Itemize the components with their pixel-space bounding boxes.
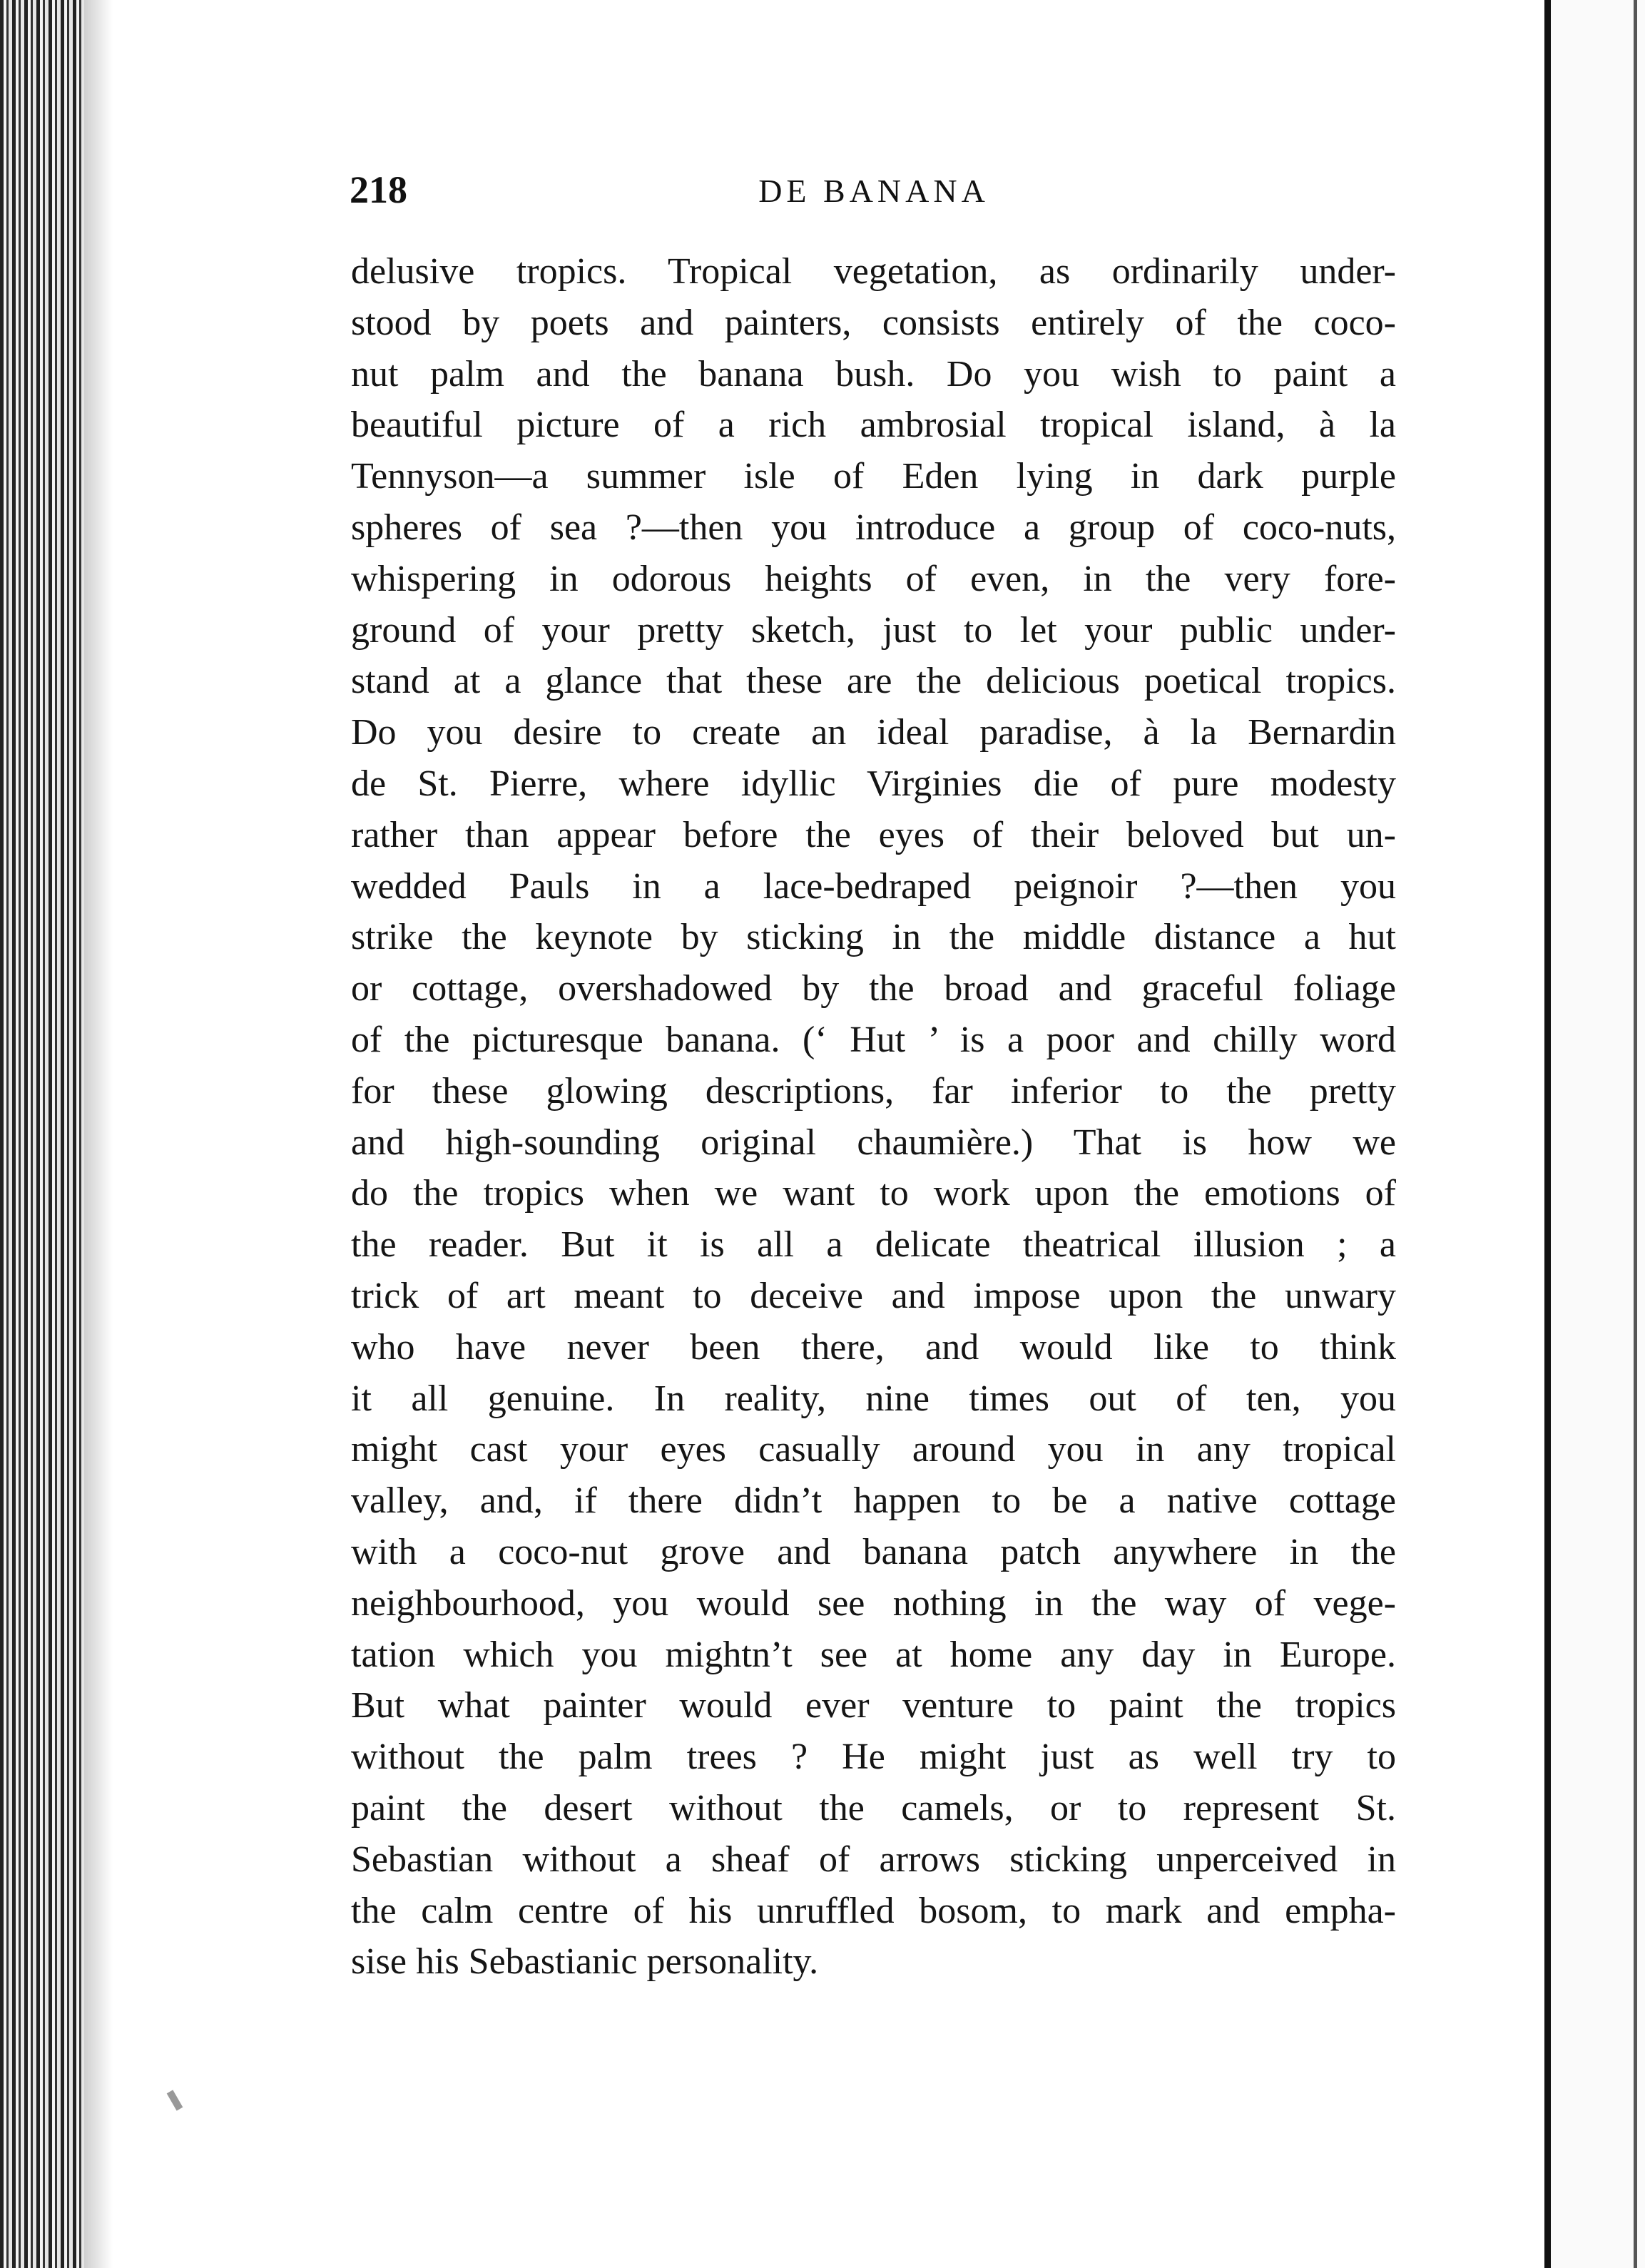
text-line: de St. Pierre, where idyllic Virginies die of pure modesty — [351, 763, 1396, 804]
text-line: beautiful picture of a rich ambrosial tropical island, à la — [351, 405, 1396, 446]
scan-speck — [167, 2090, 183, 2110]
text-line: for these glowing descriptions, far inferior to the pretty — [351, 1070, 1396, 1112]
text-line: trick of art meant to deceive and impose upon the unwary — [351, 1275, 1396, 1316]
text-line: without the palm trees ? He might just as well try to — [351, 1736, 1396, 1778]
text-line: of the picturesque banana. (‘ Hut ’ is a poor and chilly word — [351, 1019, 1396, 1060]
text-line: who have never been there, and would like to think — [351, 1326, 1396, 1368]
page-number: 218 — [350, 168, 407, 211]
text-line: stood by poets and painters, consists entirely of the coco- — [351, 302, 1396, 343]
text-line: wedded Pauls in a lace-bedraped peignoir ?—then you — [351, 865, 1396, 907]
text-line: ground of your pretty sketch, just to let your public under- — [351, 609, 1396, 651]
text-line: and high-sounding original chaumière.) That is how we — [351, 1122, 1396, 1163]
text-line: neighbourhood, you would see nothing in the way of vege- — [351, 1582, 1396, 1624]
text-line: rather than appear before the eyes of their beloved but un- — [351, 814, 1396, 855]
running-title: DE BANANA — [758, 173, 989, 209]
text-line: might cast your eyes casually around you in any tropical — [351, 1429, 1396, 1470]
text-line: whispering in odorous heights of even, in the very fore- — [351, 558, 1396, 599]
text-line: delusive tropics. Tropical vegetation, as ordinarily under- — [351, 251, 1396, 292]
text-line: sise his Sebastianic personality. — [351, 1941, 819, 1983]
body-text — [351, 246, 1396, 1988]
text-line: Tennyson—a summer isle of Eden lying in dark purple — [351, 456, 1396, 497]
text-line: valley, and, if there didn’t happen to be a native cottage — [351, 1480, 1396, 1522]
text-line: tation which you mightn’t see at home any day in Europe. — [351, 1634, 1396, 1675]
text-line: Sebastian without a sheaf of arrows sticking unperceived in — [351, 1839, 1396, 1880]
facing-page-edge — [1551, 0, 1645, 2268]
text-line: paint the desert without the camels, or to represent St. — [351, 1787, 1396, 1829]
gutter-shadow — [84, 0, 113, 2268]
page-edge-border — [1544, 0, 1551, 2268]
text-line: spheres of sea ?—then you introduce a group of coco-nuts, — [351, 507, 1396, 548]
running-head — [350, 168, 1398, 218]
text-line: strike the keynote by sticking in the middle distance a hut — [351, 917, 1396, 958]
text-line: stand at a glance that these are the delicious poetical tropics. — [351, 661, 1396, 702]
text-line: or cottage, overshadowed by the broad and graceful foliage — [351, 968, 1396, 1010]
facing-page-edge-line — [1634, 0, 1637, 2268]
text-line: do the tropics when we want to work upon the emotions of — [351, 1173, 1396, 1214]
text-line: it all genuine. In reality, nine times out of ten, you — [351, 1378, 1396, 1419]
book-binding-edge — [0, 0, 84, 2268]
text-line: the reader. But it is all a delicate theatrical illusion ; a — [351, 1224, 1396, 1266]
text-line: Do you desire to create an ideal paradise, à la Bernardin — [351, 712, 1396, 753]
text-line: the calm centre of his unruffled bosom, to mark and empha- — [351, 1890, 1396, 1931]
text-line: But what painter would ever venture to paint the tropics — [351, 1685, 1396, 1727]
text-line: nut palm and the banana bush. Do you wish to paint a — [351, 353, 1396, 395]
text-line: with a coco-nut grove and banana patch anywhere in the — [351, 1531, 1396, 1572]
